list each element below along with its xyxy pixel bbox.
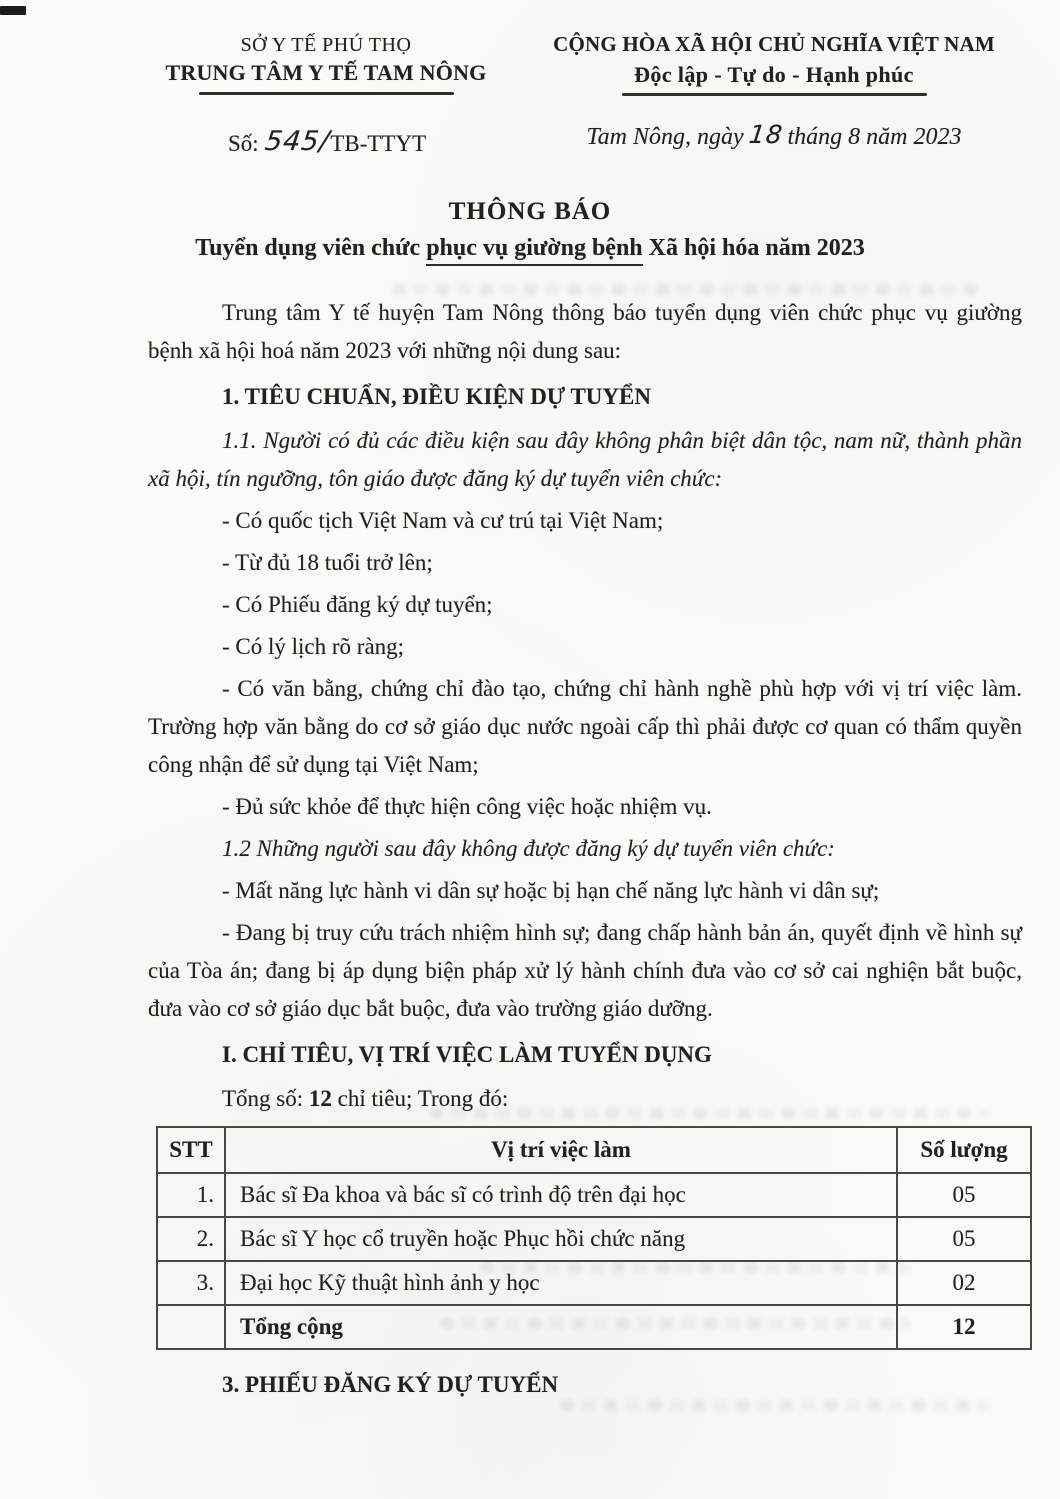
bullet-item: - Có văn bằng, chứng chỉ đào tạo, chứng chỉ hành nghề phù hợp với vị trí việc làm. Trường hợp văn bằng do cơ sở giáo dục nước ngoài cấp thì phải được cơ quan có thẩm quyền công nhận để sử dụng tại Việt Nam; bbox=[148, 676, 1022, 777]
column-header-quantity: Số lượng bbox=[897, 1127, 1031, 1173]
row-quantity: 02 bbox=[897, 1261, 1031, 1305]
table-row bbox=[157, 1261, 1031, 1305]
row-stt: 1. bbox=[157, 1173, 225, 1217]
document-number bbox=[228, 127, 426, 158]
table-row bbox=[157, 1217, 1031, 1261]
motto-underline bbox=[622, 93, 927, 96]
subtitle-after: Xã hội hóa năm 2023 bbox=[642, 235, 865, 261]
column-header-position: Vị trí việc làm bbox=[225, 1127, 897, 1173]
row-quantity: 05 bbox=[897, 1173, 1031, 1217]
total-row-empty-cell bbox=[157, 1305, 225, 1349]
agency-underline bbox=[199, 92, 454, 95]
row-position: Đại học Kỹ thuật hình ảnh y học bbox=[225, 1261, 897, 1305]
total-line-number: 12 bbox=[308, 1086, 332, 1111]
parent-agency-name: SỞ Y TẾ PHÚ THỌ bbox=[240, 34, 412, 56]
issuing-agency-block bbox=[140, 34, 512, 95]
intro-paragraph: Trung tâm Y tế huyện Tam Nông thông báo tuyển dụng viên chức phục vụ giường bệnh xã hội hoá năm 2023 với những nội dung sau: bbox=[148, 300, 1022, 363]
total-line-after: chỉ tiêu; Trong đó: bbox=[331, 1086, 509, 1111]
agency-name: TRUNG TÂM Y TẾ TAM NÔNG bbox=[165, 60, 487, 85]
bullet-item: - Có lý lịch rõ ràng; bbox=[222, 634, 405, 659]
total-row-quantity: 12 bbox=[897, 1305, 1031, 1349]
document-subtitle bbox=[0, 235, 1060, 262]
bullet-item: - Đủ sức khỏe để thực hiện công việc hoặc nhiệm vụ. bbox=[222, 794, 712, 819]
document-body bbox=[148, 294, 1022, 1410]
date-handwritten-day: 18 bbox=[746, 120, 785, 149]
bullet-item: - Mất năng lực hành vi dân sự hoặc bị hạn chế năng lực hành vi dân sự; bbox=[222, 878, 880, 903]
document-title-block bbox=[0, 198, 1060, 262]
bullet-item: - Từ đủ 18 tuổi trở lên; bbox=[222, 550, 433, 575]
bullet-item: - Đang bị truy cứu trách nhiệm hình sự; đang chấp hành bản án, quyết định về hình sự của Tòa án; đang bị áp dụng biện pháp xử lý hành chính đưa vào cơ sở cai nghiện bắt buộc, đưa vào cơ sở giáo dục bắt buộc, đưa vào trường giáo dưỡng. bbox=[148, 920, 1022, 1021]
row-position: Bác sĩ Y học cổ truyền hoặc Phục hồi chức năng bbox=[225, 1217, 897, 1261]
doc-number-prefix: Số: bbox=[228, 131, 259, 156]
total-quota-line bbox=[148, 1080, 1022, 1118]
place-date-line bbox=[535, 121, 1013, 151]
national-header-block bbox=[535, 32, 1013, 96]
section-heading-3: 3. PHIẾU ĐĂNG KÝ DỰ TUYỂN bbox=[222, 1372, 559, 1397]
clause-1-1: 1.1. Người có đủ các điều kiện sau đây không phân biệt dân tộc, nam nữ, thành phần xã hội, tín ngưỡng, tôn giáo được đăng ký dự tuyển viên chức: bbox=[148, 428, 1022, 491]
subtitle-before: Tuyển dụng viên chức bbox=[195, 235, 427, 261]
date-suffix: tháng 8 năm 2023 bbox=[787, 124, 962, 150]
row-stt: 2. bbox=[157, 1217, 225, 1261]
column-header-stt: STT bbox=[157, 1127, 225, 1173]
section-heading-1: 1. TIÊU CHUẨN, ĐIỀU KIỆN DỰ TUYỂN bbox=[222, 384, 651, 409]
national-motto: Độc lập - Tự do - Hạnh phúc bbox=[634, 62, 914, 87]
scan-artifact bbox=[0, 6, 26, 15]
row-position: Bác sĩ Đa khoa và bác sĩ có trình độ trên đại học bbox=[225, 1173, 897, 1217]
clause-1-2: 1.2 Những người sau đây không được đăng ký dự tuyển viên chức: bbox=[222, 836, 835, 861]
doc-number-code: TB-TTYT bbox=[330, 131, 427, 156]
row-quantity: 05 bbox=[897, 1217, 1031, 1261]
recruitment-quota-table bbox=[156, 1126, 1032, 1350]
doc-number-handwritten: 545/ bbox=[262, 126, 332, 157]
date-prefix: Tam Nông, ngày bbox=[586, 124, 744, 150]
total-row-label: Tổng cộng bbox=[225, 1305, 897, 1349]
table-header-row bbox=[157, 1127, 1031, 1173]
total-line-before: Tổng số: bbox=[222, 1086, 309, 1111]
national-title: CỘNG HÒA XÃ HỘI CHỦ NGHĨA VIỆT NAM bbox=[553, 32, 995, 56]
table-total-row bbox=[157, 1305, 1031, 1349]
section-heading-2: I. CHỈ TIÊU, VỊ TRÍ VIỆC LÀM TUYỂN DỤNG bbox=[222, 1042, 712, 1067]
table-row bbox=[157, 1173, 1031, 1217]
row-stt: 3. bbox=[157, 1261, 225, 1305]
subtitle-underlined: phục vụ giường bệnh bbox=[426, 235, 642, 266]
bullet-item: - Có Phiếu đăng ký dự tuyển; bbox=[222, 592, 493, 617]
document-title: THÔNG BÁO bbox=[448, 198, 612, 225]
bullet-item: - Có quốc tịch Việt Nam và cư trú tại Việt Nam; bbox=[222, 508, 664, 533]
